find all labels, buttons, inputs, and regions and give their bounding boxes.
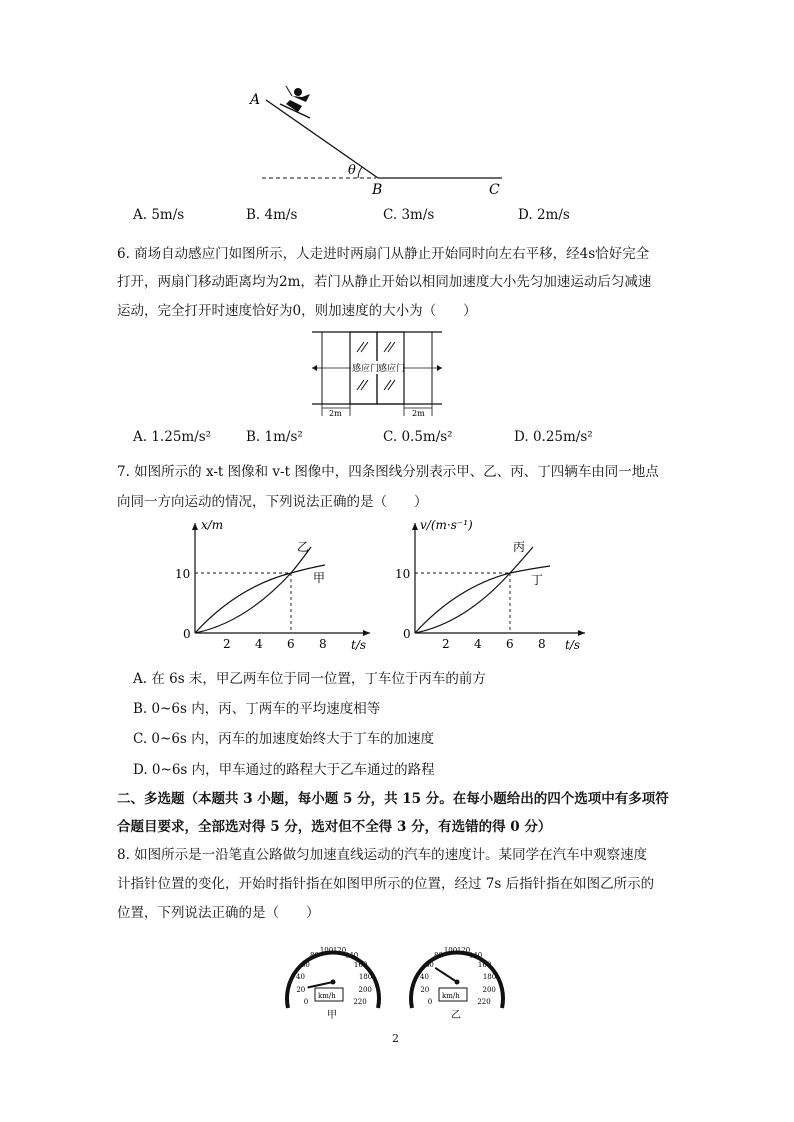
- door-right-label: 感应门: [378, 364, 406, 374]
- gauge-right-unit: km/h: [442, 992, 460, 1000]
- gauge-right-tick-80: 80: [434, 951, 443, 960]
- gauge-left: [278, 930, 388, 1025]
- xt-curve-jia: 甲: [313, 571, 326, 585]
- xt-origin: 0: [183, 627, 191, 641]
- q7-option-c: C. 0~6s 内，丙车的加速度始终大于丁车的加速度: [133, 731, 435, 747]
- q8-line-3: 位置，下列说法正确的是（ ）: [117, 905, 320, 921]
- vt-curve-ding: 丁: [531, 573, 544, 587]
- page-number: 2: [392, 1032, 399, 1045]
- vt-y-tick: 10: [395, 567, 411, 581]
- q5-option-d: D. 2m/s: [518, 207, 570, 223]
- gauge-right-caption: 乙: [451, 1010, 461, 1021]
- dist-left: 2m: [329, 409, 342, 418]
- slope-figure: [240, 82, 510, 197]
- gauge-right-tick-160: 160: [477, 960, 492, 969]
- q5-option-a: A. 5m/s: [133, 207, 185, 223]
- q7-line-2: 向同一方向运动的情况，下列说法正确的是（ ）: [117, 494, 428, 510]
- q6-line-3: 运动，完全打开时速度恰好为0，则加速度的大小为（ ）: [117, 303, 477, 319]
- vt-tick-6: 6: [506, 637, 514, 651]
- vt-x-label: t/s: [565, 638, 581, 652]
- label-a: A: [250, 92, 261, 108]
- q6-option-a: A. 1.25m/s²: [133, 429, 212, 445]
- gauge-right-needle: [435, 968, 457, 982]
- section2-line-1: 二、多选题（本题共 3 小题，每小题 5 分，共 15 分。在每小题给出的四个选项中有多项符: [117, 791, 669, 807]
- vt-tick-2: 2: [442, 637, 450, 651]
- gauge-left-tick-40: 40: [296, 973, 305, 981]
- gauge-right-tick-60: 60: [424, 960, 434, 969]
- xt-tick-4: 4: [255, 637, 263, 651]
- gauge-left-tick-60: 60: [300, 960, 310, 969]
- gauge-right: [402, 930, 512, 1025]
- q7-option-d: D. 0~6s 内，甲车通过的路程大于乙车通过的路程: [133, 762, 435, 778]
- xt-tick-6: 6: [287, 637, 295, 651]
- gauge-right-tick-140: 140: [468, 951, 483, 960]
- q7-option-b: B. 0~6s 内，丙、丁两车的平均速度相等: [133, 701, 381, 717]
- vt-y-label: v/(m·s⁻¹): [420, 518, 473, 532]
- dist-right: 2m: [412, 409, 425, 418]
- graph-vt: [395, 515, 605, 655]
- door-figure: [312, 328, 452, 420]
- gauge-left-tick-180: 180: [358, 973, 373, 981]
- gauge-right-tick-120: 120: [456, 946, 471, 955]
- gauge-right-tick-100: 100: [443, 946, 458, 955]
- q8-line-1: 8. 如图所示是一沿笔直公路做匀加速直线运动的汽车的速度计。某同学在汽车中观察速度: [117, 847, 648, 863]
- q7-option-a: A. 在 6s 末，甲乙两车位于同一位置，丁车位于丙车的前方: [133, 671, 486, 687]
- gauge-right-tick-220: 220: [477, 997, 491, 1006]
- q6-line-1: 6. 商场自动感应门如图所示，人走进时两扇门从静止开始同时向左右平移，经4s恰好完全: [117, 246, 650, 262]
- section2-line-2: 合题目要求，全部选对得 5 分，选对但不全得 3 分，有选错的得 0 分）: [117, 819, 552, 835]
- gauge-left-tick-20: 20: [296, 986, 306, 994]
- vt-tick-8: 8: [538, 637, 546, 651]
- q6-option-d: D. 0.25m/s²: [514, 429, 593, 445]
- gauge-left-tick-140: 140: [344, 951, 359, 960]
- vt-curve-bing: 丙: [513, 540, 526, 554]
- gauge-right-tick-40: 40: [420, 973, 429, 981]
- gauge-left-tick-0: 0: [303, 997, 309, 1006]
- gauge-left-tick-120: 120: [332, 946, 347, 955]
- door-left-label: 感应门: [352, 364, 380, 374]
- q7-line-1: 7. 如图所示的 x-t 图像和 v-t 图像中，四条图线分别表示甲、乙、丙、丁四辆车由同一地点: [117, 464, 659, 480]
- gauge-left-unit: km/h: [318, 992, 336, 1000]
- vt-tick-4: 4: [474, 637, 482, 651]
- gauge-left-tick-160: 160: [353, 960, 368, 969]
- label-c: C: [489, 182, 500, 197]
- q6-option-c: C. 0.5m/s²: [383, 429, 453, 445]
- xt-tick-8: 8: [319, 637, 327, 651]
- q6-line-2: 打开，两扇门移动距离均为2m，若门从静止开始以相同加速度大小先匀加速运动后匀减速: [117, 274, 652, 290]
- graph-xt: [175, 515, 375, 655]
- xt-x-label: t/s: [351, 638, 367, 652]
- gauge-left-tick-80: 80: [310, 951, 319, 960]
- vt-origin: 0: [403, 627, 411, 641]
- gauge-left-caption: 甲: [327, 1010, 337, 1021]
- xt-curve-yi: 乙: [297, 540, 310, 554]
- q6-option-b: B. 1m/s²: [246, 429, 303, 445]
- gauge-left-tick-200: 200: [358, 986, 372, 994]
- gauge-right-tick-20: 20: [420, 986, 430, 994]
- gauge-right-tick-200: 200: [482, 986, 496, 994]
- gauge-right-tick-0: 0: [427, 997, 433, 1006]
- xt-tick-2: 2: [223, 637, 231, 651]
- q5-option-b: B. 4m/s: [246, 207, 298, 223]
- gauge-left-needle: [308, 982, 333, 988]
- label-theta: θ: [348, 163, 356, 178]
- xt-y-tick: 10: [175, 567, 191, 581]
- q5-option-c: C. 3m/s: [383, 207, 435, 223]
- gauge-left-tick-220: 220: [353, 997, 367, 1006]
- q8-line-2: 计指针位置的变化，开始时指针指在如图甲所示的位置，经过 7s 后指针指在如图乙所示的: [117, 876, 655, 892]
- gauge-left-tick-100: 100: [319, 946, 334, 955]
- label-b: B: [372, 182, 383, 197]
- gauge-right-tick-180: 180: [482, 973, 497, 981]
- xt-y-label: x/m: [201, 518, 224, 532]
